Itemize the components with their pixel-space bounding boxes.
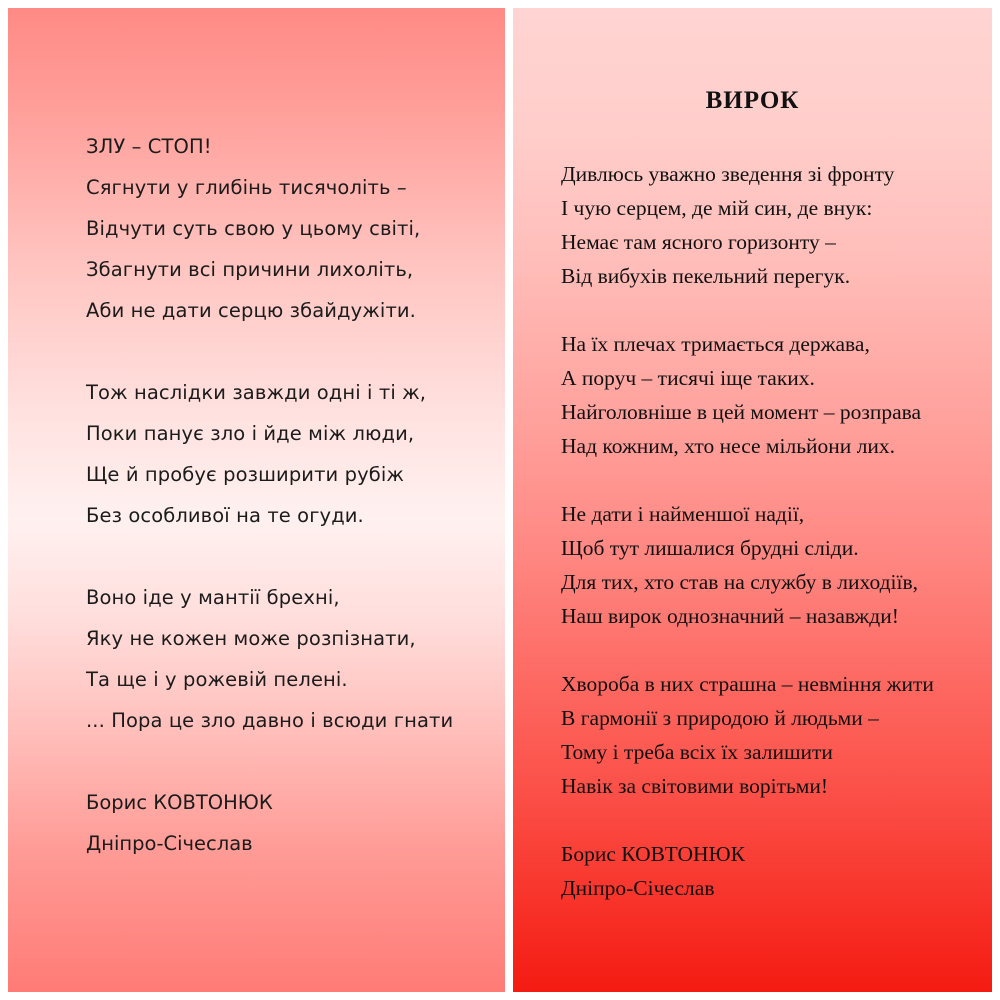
right-poem-panel (513, 8, 992, 992)
poem-line: Навік за світовими ворітьми! (561, 774, 829, 798)
poem-line: І чую серцем, де мій син, де внук: (561, 196, 873, 220)
poem-line: Сягнути у глибінь тисячоліть – (86, 176, 407, 199)
poem-line: Збагнути всі причини лихоліть, (86, 258, 414, 281)
stanza-spacer (561, 463, 992, 497)
right-stanza-4 (561, 667, 992, 803)
poem-line: В гармонії з природою й людьми – (561, 706, 879, 730)
left-stanza-2 (86, 372, 505, 536)
poem-line: Тому і треба всіх їх залишити (561, 740, 833, 764)
poem-line: Немає там ясного горизонту – (561, 230, 836, 254)
poem-line: Дивлюсь уважно зведення зі фронту (561, 162, 895, 186)
left-poem-author: Борис КОВТОНЮК (86, 791, 273, 814)
poem-line: Для тих, хто став на службу в лиходіїв, (561, 570, 918, 594)
poem-line: Не дати і найменшої надії, (561, 502, 805, 526)
poem-line: Хвороба в них страшна – невміння жити (561, 672, 934, 696)
stanza-spacer (86, 331, 505, 372)
stanza-spacer (86, 741, 505, 782)
poem-line: Найголовніше в цей момент – розправа (561, 400, 922, 424)
poem-line: Наш вирок однозначний – назавжди! (561, 604, 899, 628)
poem-line: Без особливої на те огуди. (86, 504, 364, 527)
poem-line: ... Пора це зло давно і всюди гнати (86, 709, 454, 732)
left-poem-title: ЗЛУ – СТОП! (86, 135, 212, 158)
left-poem-body (8, 8, 505, 864)
poem-line: На їх плечах тримається держава, (561, 332, 870, 356)
poem-line: Щоб тут лишалися брудні сліди. (561, 536, 859, 560)
stanza-spacer (561, 803, 992, 837)
left-poem-panel (8, 8, 505, 992)
poem-line: Тож наслідки завжди одні і ті ж, (86, 381, 427, 404)
poem-line: Над кожним, хто несе мільйони лих. (561, 434, 896, 458)
right-poem-body (513, 157, 992, 905)
left-stanza-3 (86, 577, 505, 741)
poem-line: Воно іде у мантії брехні, (86, 586, 340, 609)
poem-line: Від вибухів пекельний перегук. (561, 264, 851, 288)
right-poem-title: ВИРОК (705, 87, 800, 114)
poem-line: Яку не кожен може розпізнати, (86, 627, 416, 650)
poem-line: А поруч – тисячі іще таких. (561, 366, 815, 390)
right-poem-city: Дніпро-Січеслав (561, 876, 715, 900)
right-stanza-1 (561, 157, 992, 293)
right-stanza-2 (561, 327, 992, 463)
stanza-spacer (561, 633, 992, 667)
poem-line: Поки панує зло і йде між люди, (86, 422, 415, 445)
right-poem-author: Борис КОВТОНЮК (561, 842, 745, 866)
poem-line: Ще й пробує розширити рубіж (86, 463, 405, 486)
poem-line: Аби не дати серцю збайдужіти. (86, 299, 416, 322)
stanza-spacer (561, 293, 992, 327)
right-stanza-3 (561, 497, 992, 633)
poem-line: Та ще і у рожевій пелені. (86, 668, 348, 691)
poem-line: Відчути суть свою у цьому світі, (86, 217, 421, 240)
stanza-spacer (86, 536, 505, 577)
left-poem-city: Дніпро-Січеслав (86, 832, 253, 855)
left-stanza-1 (86, 167, 505, 331)
